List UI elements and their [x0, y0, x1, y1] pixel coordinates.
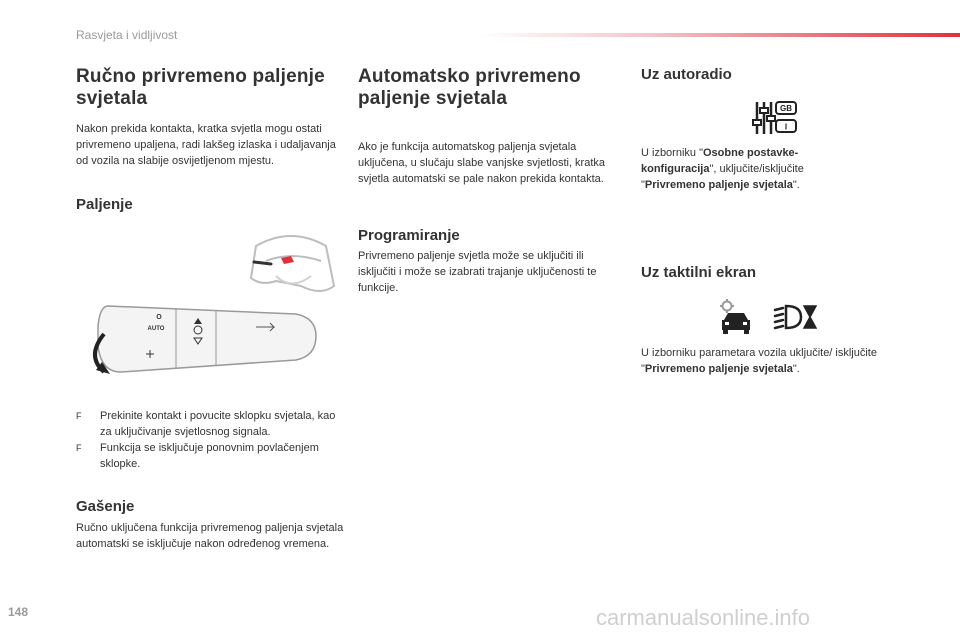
settings-sliders-icon: [752, 100, 800, 136]
section-header: Rasvjeta i vidljivost: [76, 28, 178, 42]
autoradio-heading: Uz autoradio: [641, 66, 732, 83]
page-number: 148: [8, 605, 29, 619]
paljenje-heading: Paljenje: [76, 196, 133, 213]
touchscreen-text: U izborniku parametara vozila uključite/ isključite "Privremeno paljenje svjetala".: [641, 347, 877, 375]
language-badge-bottom: I: [784, 122, 788, 132]
car-settings-icon: [716, 298, 756, 336]
programiranje-heading: Programiranje: [358, 227, 460, 244]
gasenje-heading: Gašenje: [76, 498, 135, 515]
paljenje-bullets: [76, 408, 338, 472]
watermark-text: carmanualsonline.info: [596, 605, 811, 630]
middle-intro: Ako je funkcija automatskog paljenja svjetala uključena, u slučaju slabe vanjske svjetlosti, kratka svjetla automatski se pale nakon prekida kontakta.: [358, 141, 606, 185]
bullet-marker: F: [76, 443, 82, 453]
middle-title: Automatsko privremeno paljenje svjetala: [358, 66, 581, 109]
header-accent-bar: [480, 33, 960, 37]
bullet-marker: F: [76, 411, 82, 421]
touchscreen-option-name: Privremeno paljenje svjetala: [644, 363, 793, 375]
headlight-timer-icon: [773, 304, 817, 330]
left-intro: Nakon prekida kontakta, kratka svjetla mogu ostati privremeno upaljena, radi lakšeg izlaska i udaljavanja od vozila na slabije osvijetljenom mjestu.: [76, 123, 336, 167]
programiranje-text: Privremeno paljenje svjetla može se uključiti ili isključiti i može se izabrati trajanje uključenosti te funkcije.: [358, 250, 597, 294]
autoradio-option-name: Privremeno paljenje svjetala: [644, 179, 793, 191]
language-badge-top: GB: [780, 104, 792, 113]
bullet-item: F Funkcija se isključuje ponovnim povlačenjem sklopke.: [76, 442, 319, 470]
autoradio-text: U izborniku "Osobne postavke-konfiguracija", uključite/isključite "Privremeno paljenje svjetala".: [641, 147, 804, 191]
touchscreen-heading: Uz taktilni ekran: [641, 264, 757, 281]
light-stalk-illustration: [76, 226, 338, 376]
autoradio-menu-name: Osobne postavke-konfiguracija: [641, 147, 799, 175]
bullet-item: F Prekinite kontakt i povucite sklopku svjetala, kao za uključivanje svjetlosnog signala.: [76, 410, 336, 438]
stalk-auto-label: AUTO: [147, 326, 165, 332]
stalk-letter: O: [156, 314, 162, 321]
gasenje-text: Ručno uključena funkcija privremenog paljenja svjetala automatski se isključuje nakon određenog vremena.: [76, 522, 344, 550]
left-title: Ručno privremeno paljenje svjetala: [76, 66, 325, 109]
